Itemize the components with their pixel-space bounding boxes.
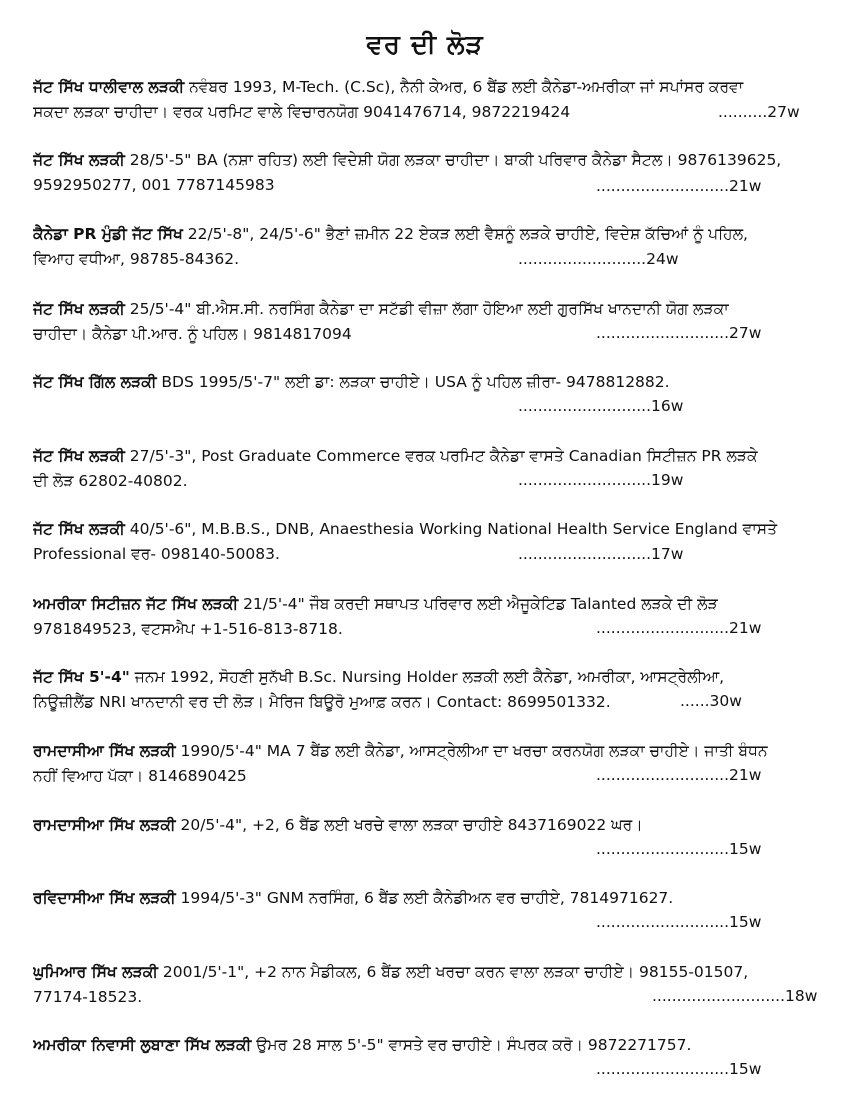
ad-lead: ਅਮਰੀਕਾ ਸਿਟੀਜ਼ਨ ਜੱਟ ਸਿੱਖ ਲੜਕੀ bbox=[33, 595, 239, 613]
ad-text: 1994/5'-3" GNM ਨਰਸਿੰਗ, 6 ਬੈਂਡ ਲਈ ਕੈਨੇਡੀਅਨ ਵਰ ਚਾਹੀਏ, 7814971627. bbox=[175, 889, 674, 907]
ad-text: 1990/5'-4" MA 7 ਬੈਂਡ ਲਈ ਕੈਨੇਡਾ, ਆਸਟ੍ਰੇਲੀਆ ਦਾ ਖਰਚਾ ਕਰਨਯੋਗ ਲੜਕਾ ਚਾਹੀਏ। ਜਾਤੀ ਬੰਧਨ bbox=[175, 742, 768, 760]
ad-code: ...........................15w bbox=[596, 913, 762, 931]
ad-lead: ਜੱਟ ਸਿੱਖ 5'-4" bbox=[33, 668, 130, 686]
ad-code: ...........................21w bbox=[596, 177, 762, 195]
ad-text-line2: ਨਹੀਂ ਵਿਆਹ ਪੱਕਾ। 8146890425 bbox=[33, 767, 247, 785]
ad-lead: ਰਵਿਦਾਸੀਆ ਸਿੱਖ ਲੜਕੀ bbox=[33, 889, 176, 907]
ad-code: ...........................19w bbox=[518, 471, 684, 489]
ad-lead: ਜੱਟ ਸਿੱਖ ਲੜਕੀ bbox=[33, 300, 125, 318]
ad-text-line2: Professional ਵਰ- 098140-50083. bbox=[33, 545, 280, 563]
ad-code: ...........................18w bbox=[652, 987, 818, 1005]
ad-lead: ਕੈਨੇਡਾ PR ਮੁੰਡੀ ਜੱਟ ਸਿੱਖ bbox=[33, 225, 183, 243]
ad-text-line2: ਸਕਦਾ ਲੜਕਾ ਚਾਹੀਦਾ। ਵਰਕ ਪਰਮਿਟ ਵਾਲੇ ਵਿਚਾਰਨਯੋਗ 9041476714, 9872219424 bbox=[33, 103, 571, 121]
ad-text-line2: ਵਿਆਹ ਵਧੀਆ, 98785-84362. bbox=[33, 250, 239, 268]
ad-lead: ਜੱਟ ਸਿੱਖ ਲੜਕੀ bbox=[33, 151, 125, 169]
ad-code: ..........................24w bbox=[518, 250, 679, 268]
ad-text: ਨਵੰਬਰ 1993, M-Tech. (C.Sc), ਨੈਨੀ ਕੇਅਰ, 6 ਬੈਂਡ ਲਈ ਕੈਨੇਡਾ-ਅਮਰੀਕਾ ਜਾਂ ਸਪਾਂਸਰ ਕਰਵਾ bbox=[184, 78, 744, 96]
ad-code: ...........................27w bbox=[596, 324, 762, 342]
ad-code: ...........................15w bbox=[596, 1060, 762, 1078]
ad-text: ਉਮਰ 28 ਸਾਲ 5'-5" ਵਾਸਤੇ ਵਰ ਚਾਹੀਏ। ਸੰਪਰਕ ਕਰੋ। 9872271757. bbox=[251, 1036, 692, 1054]
ad-lead: ਜੱਟ ਸਿੱਖ ਧਾਲੀਵਾਲ ਲੜਕੀ bbox=[33, 78, 185, 96]
ad-text: 21/5'-4" ਜੌਬ ਕਰਦੀ ਸਥਾਪਤ ਪਰਿਵਾਰ ਲਈ ਐਜੂਕੇਟਿਡ Talanted ਲੜਕੇ ਦੀ ਲੋੜ bbox=[238, 595, 718, 613]
ad-lead: ਰਾਮਦਾਸੀਆ ਸਿੱਖ ਲੜਕੀ bbox=[33, 816, 176, 834]
ad-lead: ਜੱਟ ਸਿੱਖ ਲੜਕੀ bbox=[33, 447, 125, 465]
classified-ad bbox=[33, 370, 833, 395]
ad-lead: ਜੱਟ ਸਿੱਖ ਲੜਕੀ bbox=[33, 520, 125, 538]
classified-ad bbox=[33, 75, 833, 125]
ad-text: 25/5'-4" ਬੀ.ਐਸ.ਸੀ. ਨਰਸਿੰਗ ਕੈਨੇਡਾ ਦਾ ਸਟੱਡੀ ਵੀਜ਼ਾ ਲੱਗਾ ਹੋਇਆ ਲਈ ਗੁਰਸਿੱਖ ਖਾਨਦਾਨੀ ਯੋਗ ਲੜਕਾ bbox=[124, 300, 729, 318]
classified-ad bbox=[33, 222, 833, 272]
ad-text: 2001/5'-1", +2 ਨਾਨ ਮੈਡੀਕਲ, 6 ਬੈਂਡ ਲਈ ਖਰਚਾ ਕਰਨ ਵਾਲਾ ਲੜਕਾ ਚਾਹੀਏ। 98155-01507, bbox=[157, 963, 749, 981]
classified-ad bbox=[33, 813, 833, 838]
ad-text: ਜਨਮ 1992, ਸੋਹਣੀ ਸੁਨੱਖੀ B.Sc. Nursing Holder ਲੜਕੀ ਲਈ ਕੈਨੇਡਾ, ਅਮਰੀਕਾ, ਆਸਟ੍ਰੇਲੀਆ, bbox=[129, 668, 725, 686]
ad-text-line2: 77174-18523. bbox=[33, 988, 143, 1006]
classified-ad bbox=[33, 444, 833, 494]
ad-code: ...........................17w bbox=[518, 545, 684, 563]
ad-text-line2: ਚਾਹੀਦਾ। ਕੈਨੇਡਾ ਪੀ.ਆਰ. ਨੂੰ ਪਹਿਲ। 9814817094 bbox=[33, 325, 352, 343]
ad-code: ...........................15w bbox=[596, 840, 762, 858]
ad-text-line2: ਦੀ ਲੋੜ 62802-40802. bbox=[33, 472, 188, 490]
ad-lead: ਜੱਟ ਸਿੱਖ ਗਿੱਲ ਲੜਕੀ bbox=[33, 373, 157, 391]
ad-lead: ਰਾਮਦਾਸੀਆ ਸਿੱਖ ਲੜਕੀ bbox=[33, 742, 176, 760]
ad-text: 22/5'-8", 24/5'-6" ਭੈਣਾਂ ਜ਼ਮੀਨ 22 ਏਕੜ ਲਈ ਵੈਸ਼ਨੂੰ ਲੜਕੇ ਚਾਹੀਏ, ਵਿਦੇਸ਼ ਕੱਚਿਆਂ ਨੂੰ ਪਹਿਲ, bbox=[182, 225, 748, 243]
ad-text: 28/5'-5" BA (ਨਸ਼ਾ ਰਹਿਤ) ਲਈ ਵਿਦੇਸ਼ੀ ਯੋਗ ਲੜਕਾ ਚਾਹੀਦਾ। ਬਾਕੀ ਪਰਿਵਾਰ ਕੈਨੇਡਾ ਸੈਟਲ। 9876139625, bbox=[124, 151, 782, 169]
ad-text: 27/5'-3", Post Graduate Commerce ਵਰਕ ਪਰਮਿਟ ਕੈਨੇਡਾ ਵਾਸਤੇ Canadian ਸਿਟੀਜ਼ਨ PR ਲੜਕੇ bbox=[124, 447, 758, 465]
ad-code: ......30w bbox=[680, 692, 742, 710]
ad-text-line2: ਨਿਊਜ਼ੀਲੈਂਡ NRI ਖਾਨਦਾਨੀ ਵਰ ਦੀ ਲੋੜ। ਮੈਰਿਜ ਬਿਊਰੋ ਮੁਆਫ਼ ਕਰਨ। Contact: 8699501332. bbox=[33, 693, 611, 711]
ad-text: 40/5'-6", M.B.B.S., DNB, Anaesthesia Working National Health Service England ਵਾਸਤੇ bbox=[124, 520, 778, 538]
page-title: ਵਰ ਦੀ ਲੋੜ bbox=[366, 30, 484, 60]
classified-ad bbox=[33, 1033, 833, 1058]
ad-code: ...........................21w bbox=[596, 619, 762, 637]
ad-code: ...........................16w bbox=[518, 397, 684, 415]
ad-lead: ਘੁਮਿਆਰ ਸਿੱਖ ਲੜਕੀ bbox=[33, 963, 158, 981]
ad-code: ..........27w bbox=[718, 103, 800, 121]
ad-text-line2: 9592950277, 001 7787145983 bbox=[33, 176, 275, 194]
ad-text: 20/5'-4", +2, 6 ਬੈਂਡ ਲਈ ਖਰਚੇ ਵਾਲਾ ਲੜਕਾ ਚਾਹੀਏ 8437169022 ਘਰ। bbox=[175, 816, 643, 834]
classified-ad bbox=[33, 517, 833, 567]
classified-ad bbox=[33, 886, 833, 911]
ad-text: BDS 1995/5'-7" ਲਈ ਡਾ: ਲੜਕਾ ਚਾਹੀਏ। USA ਨੂੰ ਪਹਿਲ ਜ਼ੀਰਾ- 9478812882. bbox=[156, 373, 670, 391]
ad-code: ...........................21w bbox=[596, 766, 762, 784]
ad-lead: ਅਮਰੀਕਾ ਨਿਵਾਸੀ ਲੁਬਾਣਾ ਸਿੱਖ ਲੜਕੀ bbox=[33, 1036, 252, 1054]
ad-text-line2: 9781849523, ਵਟਸਐਪ +1-516-813-8718. bbox=[33, 620, 343, 638]
